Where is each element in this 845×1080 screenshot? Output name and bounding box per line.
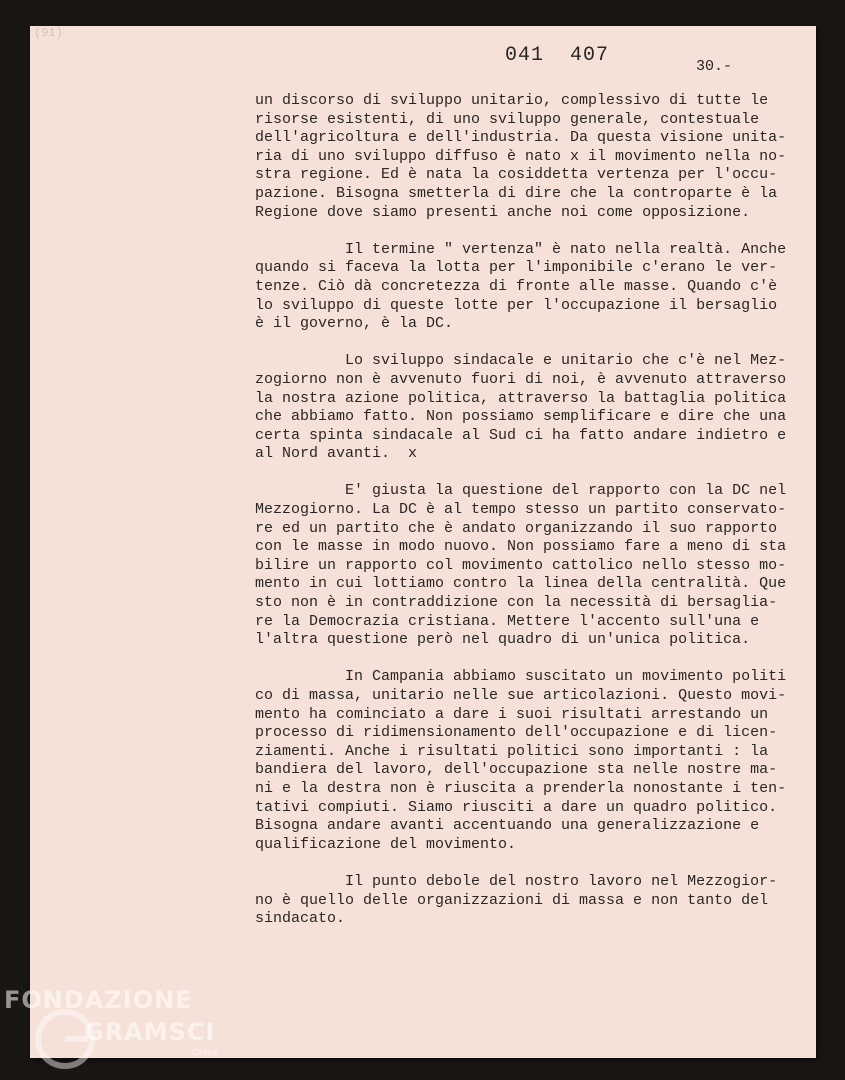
text-line: Il termine " vertenza" è nato nella realtà. Anche bbox=[255, 240, 787, 258]
text-line: re ed un partito che è andato organizzando il suo rapporto bbox=[255, 519, 778, 537]
text-line: Bisogna andare avanti accentuando una generalizzazione e bbox=[255, 817, 760, 835]
text-line: è il governo, è la DC. bbox=[255, 315, 454, 333]
text-line: bandiera del lavoro, dell'occupazione sta nelle nostre ma- bbox=[255, 761, 778, 779]
watermark-line-2: GRAMSCI bbox=[84, 1018, 216, 1046]
text-line: In Campania abbiamo suscitato un movimento politi bbox=[255, 668, 787, 686]
text-line: l'altra questione però nel quadro di un'unica politica. bbox=[255, 631, 751, 649]
text-line: stra regione. Ed è nata la cosiddetta vertenza per l'occu- bbox=[255, 166, 778, 184]
text-line: ria di uno sviluppo diffuso è nato x il movimento nella no- bbox=[255, 147, 787, 165]
text-line: processo di ridimensionamento dell'occupazione e di licen- bbox=[255, 724, 778, 742]
page-number: 30.- bbox=[696, 58, 733, 75]
text-line: mento ha cominciato a dare i suoi risultati arrestando un bbox=[255, 705, 769, 723]
paragraph-2 bbox=[255, 241, 815, 334]
text-line: no è quello delle organizzazioni di massa e non tanto del bbox=[255, 891, 769, 909]
text-line: re la Democrazia cristiana. Mettere l'accento sull'una e bbox=[255, 612, 760, 630]
body-text bbox=[255, 92, 815, 947]
fondazione-gramsci-watermark bbox=[4, 986, 224, 1076]
text-line: E' giusta la questione del rapporto con la DC nel bbox=[255, 482, 787, 500]
text-line: al Nord avanti. x bbox=[255, 445, 418, 463]
paragraph-3 bbox=[255, 352, 815, 464]
paragraph-6 bbox=[255, 873, 815, 929]
text-line: Mezzogiorno. La DC è al tempo stesso un partito conservato- bbox=[255, 501, 787, 519]
paragraph-4 bbox=[255, 482, 815, 649]
text-line: pazione. Bisogna smetterla di dire che la controparte è la bbox=[255, 184, 778, 202]
text-line: sto non è in contraddizione con la necessità di bersagliа- bbox=[255, 594, 778, 612]
text-line: lo sviluppo di queste lotte per l'occupazione il bersaglio bbox=[255, 296, 778, 314]
text-line: dell'agricoltura e dell'industria. Da questa visione unita- bbox=[255, 129, 787, 147]
text-line: Il punto debole del nostro lavoro nel Mezzogior- bbox=[255, 872, 778, 890]
text-line: la nostra azione politica, attraverso la battaglia politica bbox=[255, 389, 787, 407]
text-line: Lo sviluppo sindacale e unitario che c'è nel Mez- bbox=[255, 352, 787, 370]
watermark-small: Onlus bbox=[192, 1048, 218, 1058]
document-page bbox=[30, 26, 816, 1058]
text-line: sindacato. bbox=[255, 910, 346, 928]
text-line: ni e la destra non è riuscita a prenderla nonostante i ten- bbox=[255, 779, 787, 797]
text-line: risorse esistenti, di uno sviluppo generale, contestuale bbox=[255, 110, 760, 128]
text-line: zogiorno non è avvenuto fuori di noi, è avvenuto attraverso bbox=[255, 370, 787, 388]
text-line: con le masse in modo nuovo. Non possiamo fare a meno di sta bbox=[255, 538, 787, 556]
text-line: un discorso di sviluppo unitario, complessivo di tutte le bbox=[255, 92, 769, 109]
text-line: certa spinta sindacale al Sud ci ha fatto andare indietro e bbox=[255, 426, 787, 444]
text-line: qualificazione del movimento. bbox=[255, 835, 517, 853]
text-line: mento in cui lottiamo contro la linea della centralità. Que bbox=[255, 575, 787, 593]
text-line: Regione dove siamo presenti anche noi come opposizione. bbox=[255, 203, 751, 221]
corner-mark: (91) bbox=[34, 26, 63, 40]
paragraph-5 bbox=[255, 668, 815, 854]
watermark-line-1: FONDAZIONE bbox=[4, 986, 193, 1014]
text-line: tativi compiuti. Siamo riusciti a dare un quadro politico. bbox=[255, 798, 778, 816]
text-line: ziamenti. Anche i risultati politici sono importanti : la bbox=[255, 742, 769, 760]
text-line: tenze. Ciò dà concretezza di fronte alle masse. Quando c'è bbox=[255, 277, 778, 295]
paragraph-1 bbox=[255, 92, 815, 222]
text-line: che abbiamo fatto. Non possiamo semplificare e dire che una bbox=[255, 408, 787, 426]
document-number: 041 407 bbox=[505, 44, 610, 67]
text-line: bilire un rapporto col movimento cattolico nello stesso mo- bbox=[255, 556, 787, 574]
text-line: co di massa, unitario nelle sue articolazioni. Questo movi- bbox=[255, 687, 787, 704]
text-line: quando si faceva la lotta per l'imponibile c'erano le ver- bbox=[255, 259, 778, 277]
